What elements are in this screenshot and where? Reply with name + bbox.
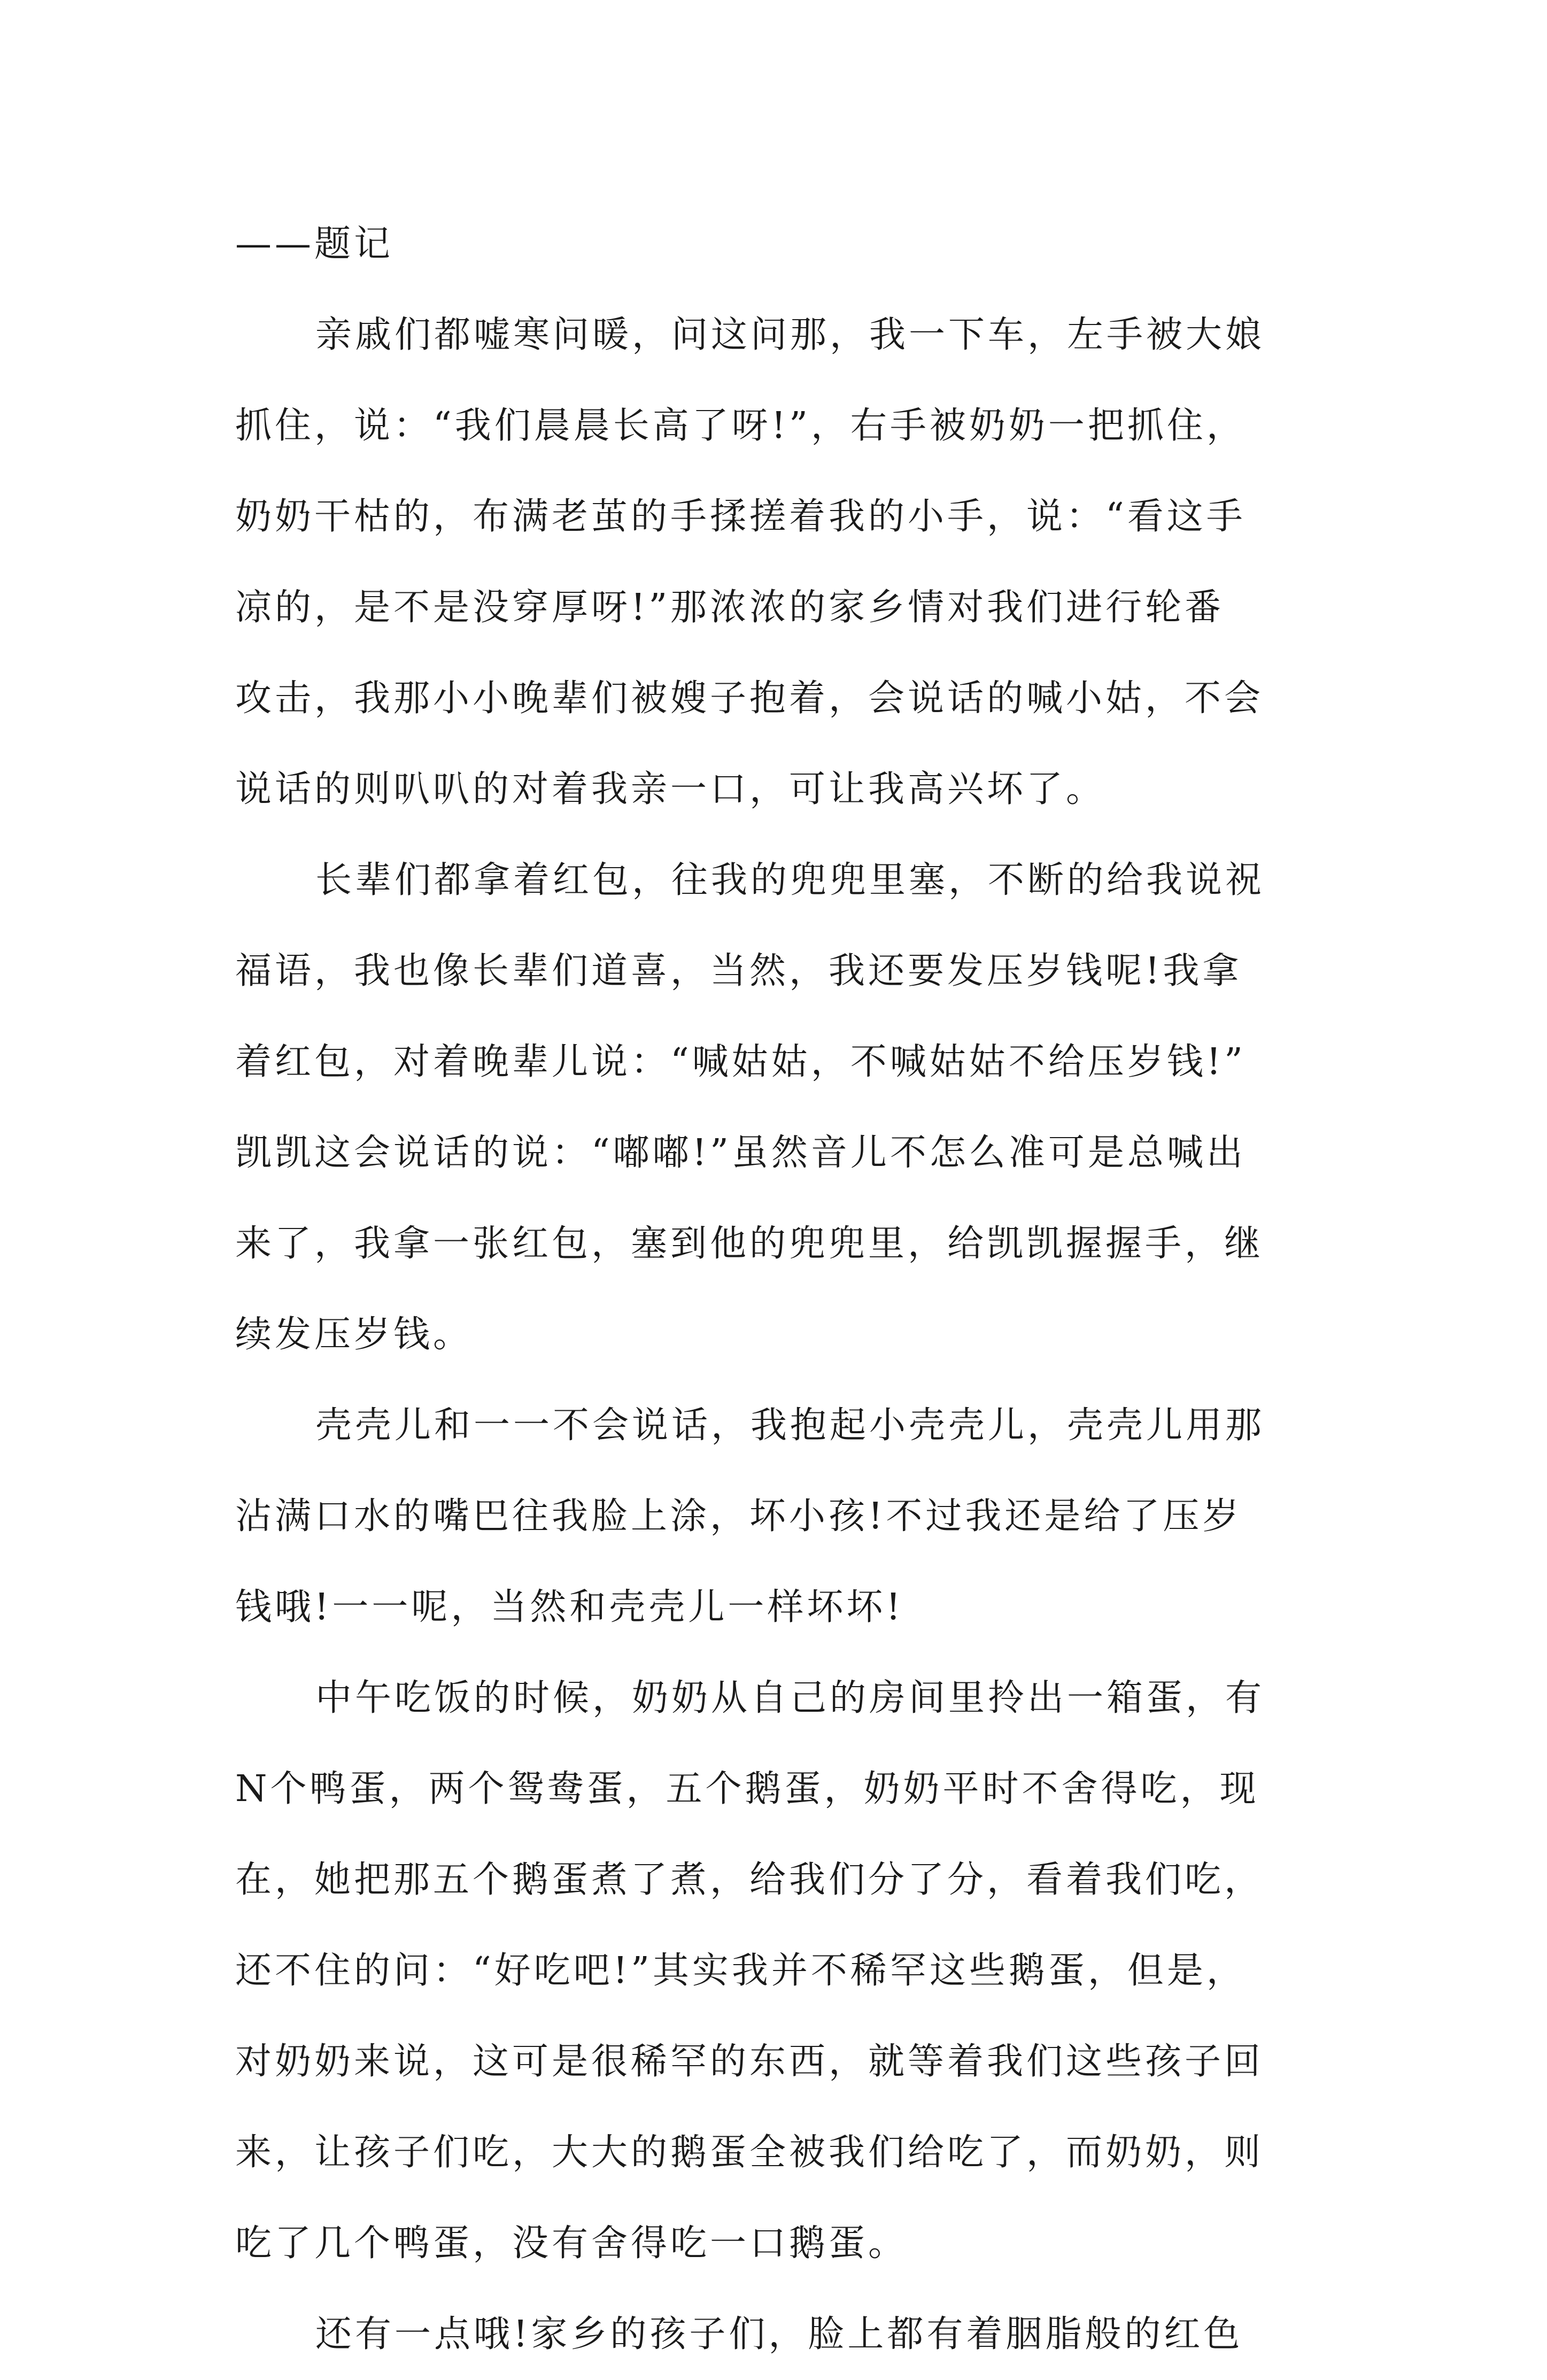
- text-line: 续发压岁钱。: [235, 1313, 473, 1356]
- text-line: 沾满口水的嘴巴往我脸上涂，坏小孩!不过我还是给了压岁: [235, 1495, 1242, 1537]
- text-line: 说话的则叭叭的对着我亲一口，可让我高兴坏了。: [235, 768, 1106, 810]
- text-line: 壳壳儿和一一不会说话，我抱起小壳壳儿，壳壳儿用那: [315, 1404, 1265, 1447]
- text-line: 在，她把那五个鹅蛋煮了煮，给我们分了分，看着我们吃，: [235, 1859, 1264, 1901]
- text-line: 中午吃饭的时候，奶奶从自己的房间里拎出一箱蛋，有: [315, 1677, 1265, 1719]
- text-line: 来了，我拿一张红包，塞到他的兜兜里，给凯凯握握手，继: [235, 1223, 1264, 1265]
- text-line: 攻击，我那小小晚辈们被嫂子抱着，会说话的喊小姑，不会: [235, 677, 1264, 720]
- text-line: 亲戚们都嘘寒问暖，问这问那，我一下车，左手被大娘: [315, 314, 1265, 356]
- text-line: 吃了几个鸭蛋，没有舍得吃一口鹅蛋。: [235, 2222, 908, 2265]
- text-line: 长辈们都拿着红包，往我的兜兜里塞，不断的给我说祝: [315, 859, 1265, 901]
- text-line: 还有一点哦!家乡的孩子们，脸上都有着胭脂般的红色: [315, 2313, 1243, 2355]
- text-line: 凉的，是不是没穿厚呀!”那浓浓的家乡情对我们进行轮番: [235, 586, 1225, 629]
- text-line: ——题记: [235, 223, 394, 265]
- text-line: 福语，我也像长辈们道喜，当然，我还要发压岁钱呢!我拿: [235, 950, 1242, 992]
- text-line: 钱哦!一一呢，当然和壳壳儿一样坏坏!: [235, 1586, 904, 1628]
- text-line: 奶奶干枯的，布满老茧的手揉搓着我的小手，说：“看这手: [235, 496, 1246, 538]
- text-line: 凯凯这会说话的说：“嘟嘟!”虽然音儿不怎么准可是总喊出: [235, 1132, 1246, 1174]
- text-line: N个鸭蛋，两个鸳鸯蛋，五个鹅蛋，奶奶平时不舍得吃，现: [235, 1768, 1259, 1810]
- text-line: 抓住，说：“我们晨晨长高了呀!”，右手被奶奶一把抓住，: [235, 405, 1246, 447]
- text-line: 还不住的问：“好吃吧!”其实我并不稀罕这些鹅蛋，但是，: [235, 1950, 1246, 1992]
- text-line: 来，让孩子们吃，大大的鹅蛋全被我们给吃了，而奶奶，则: [235, 2131, 1264, 2174]
- document-body: [235, 199, 1315, 2380]
- text-line: 对奶奶来说，这可是很稀罕的东西，就等着我们这些孩子回: [235, 2041, 1264, 2083]
- text-line: 着红包，对着晚辈儿说：“喊姑姑，不喊姑姑不给压岁钱!”: [235, 1041, 1246, 1083]
